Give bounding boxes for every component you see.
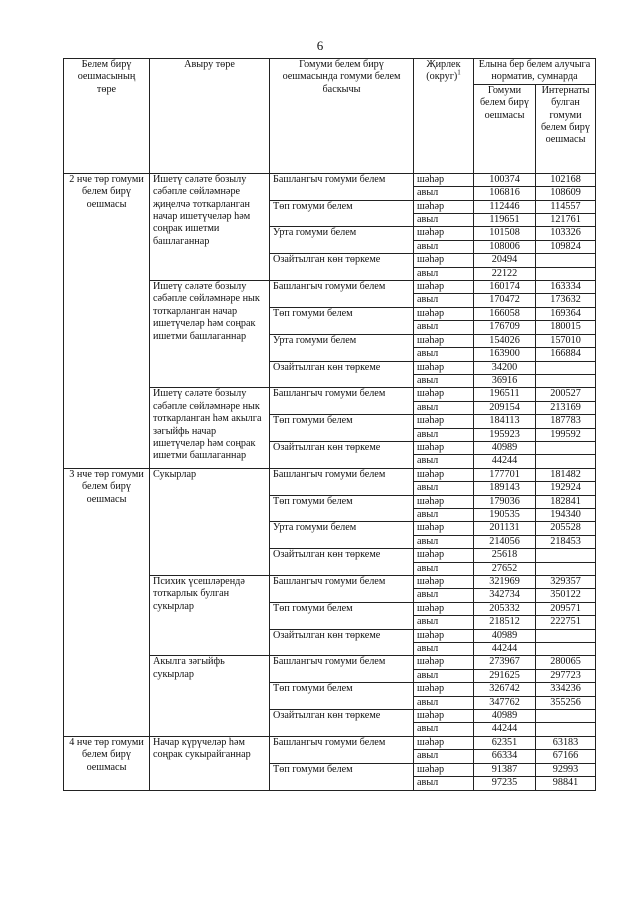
norm-general-value: 20494 (474, 254, 536, 267)
norm-boarding-value: 103326 (536, 227, 596, 240)
education-level: Башлангыч гомуми белем (270, 388, 414, 415)
location-type: авыл (414, 643, 474, 656)
norm-general-value: 190535 (474, 508, 536, 521)
norm-boarding-value: 329357 (536, 576, 596, 589)
norm-general-value: 218512 (474, 616, 536, 629)
norm-boarding-value: 280065 (536, 656, 596, 669)
location-type: шәһәр (414, 200, 474, 213)
norm-boarding-value: 63183 (536, 736, 596, 749)
location-type: авыл (414, 750, 474, 763)
table-row (64, 736, 596, 749)
norm-general-value: 44244 (474, 643, 536, 656)
disease-type: Ишетү сәләте бозылу сәбәпле сөйләмнәре нык тоткарланган начар ишетүчеләр һәм соңрак ишетми башлаганнар (150, 281, 270, 388)
location-type: авыл (414, 508, 474, 521)
norm-general-value: 273967 (474, 656, 536, 669)
education-level: Башлангыч гомуми белем (270, 281, 414, 308)
norm-boarding-value: 199592 (536, 428, 596, 441)
header-boarding-school: Интернаты булган гомуми белем бирү оешмасы (536, 84, 596, 173)
location-type: авыл (414, 428, 474, 441)
location-type: шәһәр (414, 549, 474, 562)
norm-general-value: 112446 (474, 200, 536, 213)
education-level: Төп гомуми белем (270, 495, 414, 522)
norm-boarding-value: 180015 (536, 321, 596, 334)
norm-boarding-value: 209571 (536, 602, 596, 615)
norm-general-value: 163900 (474, 348, 536, 361)
norm-general-value: 40989 (474, 710, 536, 723)
norm-general-value: 100374 (474, 173, 536, 186)
norm-general-value: 209154 (474, 401, 536, 414)
location-type: авыл (414, 267, 474, 280)
norm-boarding-value (536, 710, 596, 723)
location-type: шәһәр (414, 415, 474, 428)
norm-boarding-value: 163334 (536, 281, 596, 294)
norm-boarding-value: 109824 (536, 240, 596, 253)
norm-general-value: 195923 (474, 428, 536, 441)
school-category: 2 нче төр гомуми белем бирү оешмасы (64, 173, 150, 468)
location-type: шәһәр (414, 334, 474, 347)
location-type: шәһәр (414, 227, 474, 240)
location-type: авыл (414, 535, 474, 548)
norm-general-value: 101508 (474, 227, 536, 240)
education-level: Башлангыч гомуми белем (270, 576, 414, 603)
norm-boarding-value (536, 374, 596, 387)
norm-general-value: 160174 (474, 281, 536, 294)
norm-boarding-value: 218453 (536, 535, 596, 548)
norm-boarding-value: 192924 (536, 482, 596, 495)
norm-boarding-value: 67166 (536, 750, 596, 763)
norm-general-value: 291625 (474, 669, 536, 682)
norm-boarding-value (536, 455, 596, 468)
norm-boarding-value: 166884 (536, 348, 596, 361)
location-type: авыл (414, 616, 474, 629)
education-level: Урта гомуми белем (270, 227, 414, 254)
education-level: Төп гомуми белем (270, 763, 414, 790)
norm-general-value: 342734 (474, 589, 536, 602)
norm-boarding-value: 114557 (536, 200, 596, 213)
norm-general-value: 189143 (474, 482, 536, 495)
education-level: Озайтылган көн төркеме (270, 441, 414, 468)
page-number: 6 (316, 38, 324, 53)
education-level: Төп гомуми белем (270, 200, 414, 227)
location-type: авыл (414, 669, 474, 682)
header-general-school: Гомуми белем бирү оешмасы (474, 84, 536, 173)
education-level: Озайтылган көн төркеме (270, 710, 414, 737)
norm-general-value: 40989 (474, 441, 536, 454)
disease-type: Психик үсешләрендә тоткарлык булган сукырлар (150, 576, 270, 656)
norm-boarding-value (536, 723, 596, 736)
location-type: шәһәр (414, 388, 474, 401)
norm-boarding-value: 121761 (536, 214, 596, 227)
norm-boarding-value: 334236 (536, 683, 596, 696)
location-type: шәһәр (414, 736, 474, 749)
location-type: шәһәр (414, 468, 474, 481)
location-type: шәһәр (414, 254, 474, 267)
location-type: шәһәр (414, 173, 474, 186)
location-type: шәһәр (414, 629, 474, 642)
norm-boarding-value: 169364 (536, 307, 596, 320)
education-level: Төп гомуми белем (270, 683, 414, 710)
disease-type: Ишетү сәләте бозылу сәбәпле сөйләмнәре нык тоткарланган һәм акылга зәгыйфь начар ишетүчеләр һәм соңрак ишетми башлаганнар (150, 388, 270, 468)
norm-boarding-value: 181482 (536, 468, 596, 481)
location-type: шәһәр (414, 522, 474, 535)
location-type: авыл (414, 187, 474, 200)
norm-boarding-value: 173632 (536, 294, 596, 307)
location-type: авыл (414, 589, 474, 602)
header-education-level: Гомуми белем бирү оешмасында гомуми белем баскычы (270, 59, 414, 174)
location-type: авыл (414, 294, 474, 307)
norm-general-value: 184113 (474, 415, 536, 428)
norm-boarding-value: 182841 (536, 495, 596, 508)
school-category: 4 нче төр гомуми белем бирү оешмасы (64, 736, 150, 790)
norm-boarding-value: 108609 (536, 187, 596, 200)
location-type: авыл (414, 348, 474, 361)
header-norm: Елына бер белем алучыга норматив, сумнарда (474, 59, 596, 85)
location-type: шәһәр (414, 441, 474, 454)
norm-general-value: 214056 (474, 535, 536, 548)
norm-boarding-value (536, 643, 596, 656)
location-type: шәһәр (414, 683, 474, 696)
norm-general-value: 201131 (474, 522, 536, 535)
location-type: авыл (414, 321, 474, 334)
disease-type: Сукырлар (150, 468, 270, 575)
norm-boarding-value: 102168 (536, 173, 596, 186)
location-type: авыл (414, 723, 474, 736)
location-type: авыл (414, 374, 474, 387)
disease-type: Акылга зәгыйфь сукырлар (150, 656, 270, 736)
norm-boarding-value: 157010 (536, 334, 596, 347)
norm-general-value: 44244 (474, 723, 536, 736)
norm-boarding-value (536, 254, 596, 267)
education-level: Урта гомуми белем (270, 334, 414, 361)
header-location-text: Җирлек (округ) (426, 59, 461, 83)
norm-boarding-value: 205528 (536, 522, 596, 535)
location-type: шәһәр (414, 361, 474, 374)
norm-boarding-value: 98841 (536, 777, 596, 790)
norm-general-value: 170472 (474, 294, 536, 307)
location-type: шәһәр (414, 710, 474, 723)
norm-general-value: 40989 (474, 629, 536, 642)
norm-boarding-value (536, 441, 596, 454)
school-category: 3 нче төр гомуми белем бирү оешмасы (64, 468, 150, 736)
disease-type: Ишетү сәләте бозылу сәбәпле сөйләмнәре җиңелчә тоткарланган начар ишетүчеләр һәм соңрак ишетми башлаганнар (150, 173, 270, 280)
education-level: Урта гомуми белем (270, 522, 414, 549)
norm-general-value: 177701 (474, 468, 536, 481)
norm-boarding-value: 92993 (536, 763, 596, 776)
norm-boarding-value: 200527 (536, 388, 596, 401)
norm-general-value: 25618 (474, 549, 536, 562)
norm-boarding-value (536, 629, 596, 642)
norm-general-value: 22122 (474, 267, 536, 280)
location-type: авыл (414, 777, 474, 790)
norm-boarding-value (536, 361, 596, 374)
norm-general-value: 91387 (474, 763, 536, 776)
norm-general-value: 321969 (474, 576, 536, 589)
norm-boarding-value: 350122 (536, 589, 596, 602)
norm-general-value: 44244 (474, 455, 536, 468)
location-type: авыл (414, 696, 474, 709)
education-level: Озайтылган көн төркеме (270, 254, 414, 281)
norm-general-value: 36916 (474, 374, 536, 387)
norm-boarding-value (536, 267, 596, 280)
norms-table (63, 58, 596, 791)
disease-type: Начар күрүчеләр һәм соңрак сукырайганнар (150, 736, 270, 790)
location-type: шәһәр (414, 656, 474, 669)
location-type: авыл (414, 482, 474, 495)
norm-general-value: 196511 (474, 388, 536, 401)
norm-boarding-value: 187783 (536, 415, 596, 428)
norm-general-value: 179036 (474, 495, 536, 508)
norm-boarding-value: 213169 (536, 401, 596, 414)
education-level: Башлангыч гомуми белем (270, 468, 414, 495)
education-level: Озайтылган көн төркеме (270, 629, 414, 656)
header-disease-type: Авыру төре (150, 59, 270, 174)
table-row (64, 173, 596, 186)
norm-general-value: 106816 (474, 187, 536, 200)
norm-general-value: 108006 (474, 240, 536, 253)
footnote-marker: 1 (457, 69, 461, 78)
header-location (414, 59, 474, 174)
location-type: шәһәр (414, 763, 474, 776)
education-level: Төп гомуми белем (270, 415, 414, 442)
education-level: Озайтылган көн төркеме (270, 549, 414, 576)
location-type: шәһәр (414, 495, 474, 508)
norm-general-value: 119651 (474, 214, 536, 227)
location-type: авыл (414, 562, 474, 575)
norm-boarding-value (536, 562, 596, 575)
education-level: Башлангыч гомуми белем (270, 656, 414, 683)
education-level: Озайтылган көн төркеме (270, 361, 414, 388)
education-level: Башлангыч гомуми белем (270, 736, 414, 763)
norm-boarding-value: 194340 (536, 508, 596, 521)
norm-boarding-value: 355256 (536, 696, 596, 709)
norm-general-value: 326742 (474, 683, 536, 696)
location-type: авыл (414, 214, 474, 227)
location-type: шәһәр (414, 307, 474, 320)
education-level: Төп гомуми белем (270, 307, 414, 334)
location-type: авыл (414, 401, 474, 414)
location-type: шәһәр (414, 281, 474, 294)
norm-general-value: 347762 (474, 696, 536, 709)
location-type: авыл (414, 240, 474, 253)
norm-general-value: 34200 (474, 361, 536, 374)
norm-general-value: 166058 (474, 307, 536, 320)
location-type: авыл (414, 455, 474, 468)
education-level: Төп гомуми белем (270, 602, 414, 629)
norm-general-value: 205332 (474, 602, 536, 615)
norm-boarding-value (536, 549, 596, 562)
table-row (64, 468, 596, 481)
norm-boarding-value: 222751 (536, 616, 596, 629)
norm-general-value: 66334 (474, 750, 536, 763)
location-type: шәһәр (414, 576, 474, 589)
education-level: Башлангыч гомуми белем (270, 173, 414, 200)
norm-general-value: 154026 (474, 334, 536, 347)
norm-boarding-value: 297723 (536, 669, 596, 682)
norm-general-value: 176709 (474, 321, 536, 334)
norm-general-value: 62351 (474, 736, 536, 749)
norm-general-value: 97235 (474, 777, 536, 790)
location-type: шәһәр (414, 602, 474, 615)
header-category: Белем бирү оешмасының төре (64, 59, 150, 174)
norm-general-value: 27652 (474, 562, 536, 575)
